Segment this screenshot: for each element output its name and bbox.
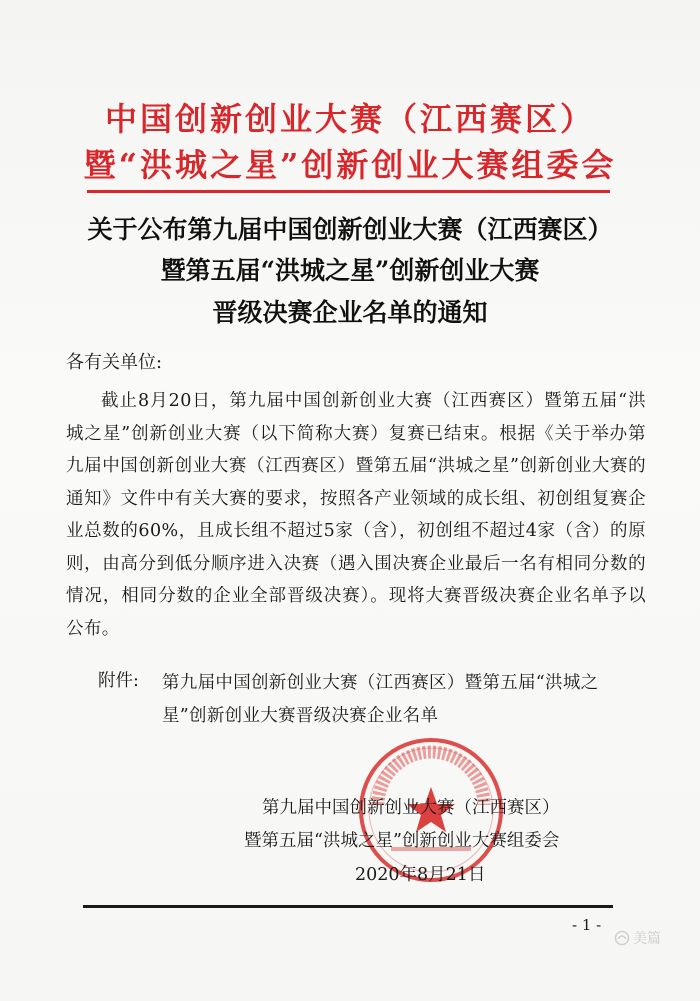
notice-body: 截止8月20日，第九届中国创新创业大赛（江西赛区）暨第五届“洪城之星”创新创业大赛（以下简称大赛）复赛已结束。根据《关于举办第九届中国创新创业大赛（江西赛区）暨第五届“洪城之星”创新创业大赛的通知》文件中有关大赛的要求，按照各产业领域的成长组、初创组复赛企业总数的60%，且成长组不超过5家（含），初创组不超过4家（含）的原则，由高分到低分顺序进入决赛（遇入围决赛企业最后一名有相同分数的情况，相同分数的企业全部晋级决赛）。现将大赛晋级决赛企业名单予以公布。 <box>66 391 646 639</box>
page-number: - 1 - <box>572 916 602 934</box>
watermark-text: 美篇 <box>633 931 661 947</box>
signature-org-line2: 暨第五届“洪城之星”创新创业大赛组委会 <box>244 831 560 851</box>
notice-title-line2: 暨第五届“洪城之星”创新创业大赛 <box>160 256 540 285</box>
issuer-header-line1: 中国创新创业大赛（江西赛区） <box>104 100 595 138</box>
signature-date: 2020年8月21日 <box>355 865 486 885</box>
notice-title-line1: 关于公布第九届中国创新创业大赛（江西赛区） <box>87 215 613 244</box>
issuer-header-line2: 暨“洪城之星”创新创业大赛组委会 <box>83 146 617 184</box>
watermark-logo-icon <box>614 930 630 946</box>
red-divider <box>87 190 610 193</box>
attachment-label: 附件: <box>98 671 139 691</box>
signature-org-line1: 第九届中国创新创业大赛（江西赛区） <box>262 798 560 818</box>
footer-divider <box>83 905 613 908</box>
watermark <box>614 928 661 948</box>
attachment-text: 第九届中国创新创业大赛（江西赛区）暨第五届“洪城之星”创新创业大赛晋级决赛企业名单 <box>162 673 599 726</box>
notice-title-line3: 晋级决赛企业名单的通知 <box>212 298 488 327</box>
salutation: 各有关单位: <box>66 352 163 373</box>
